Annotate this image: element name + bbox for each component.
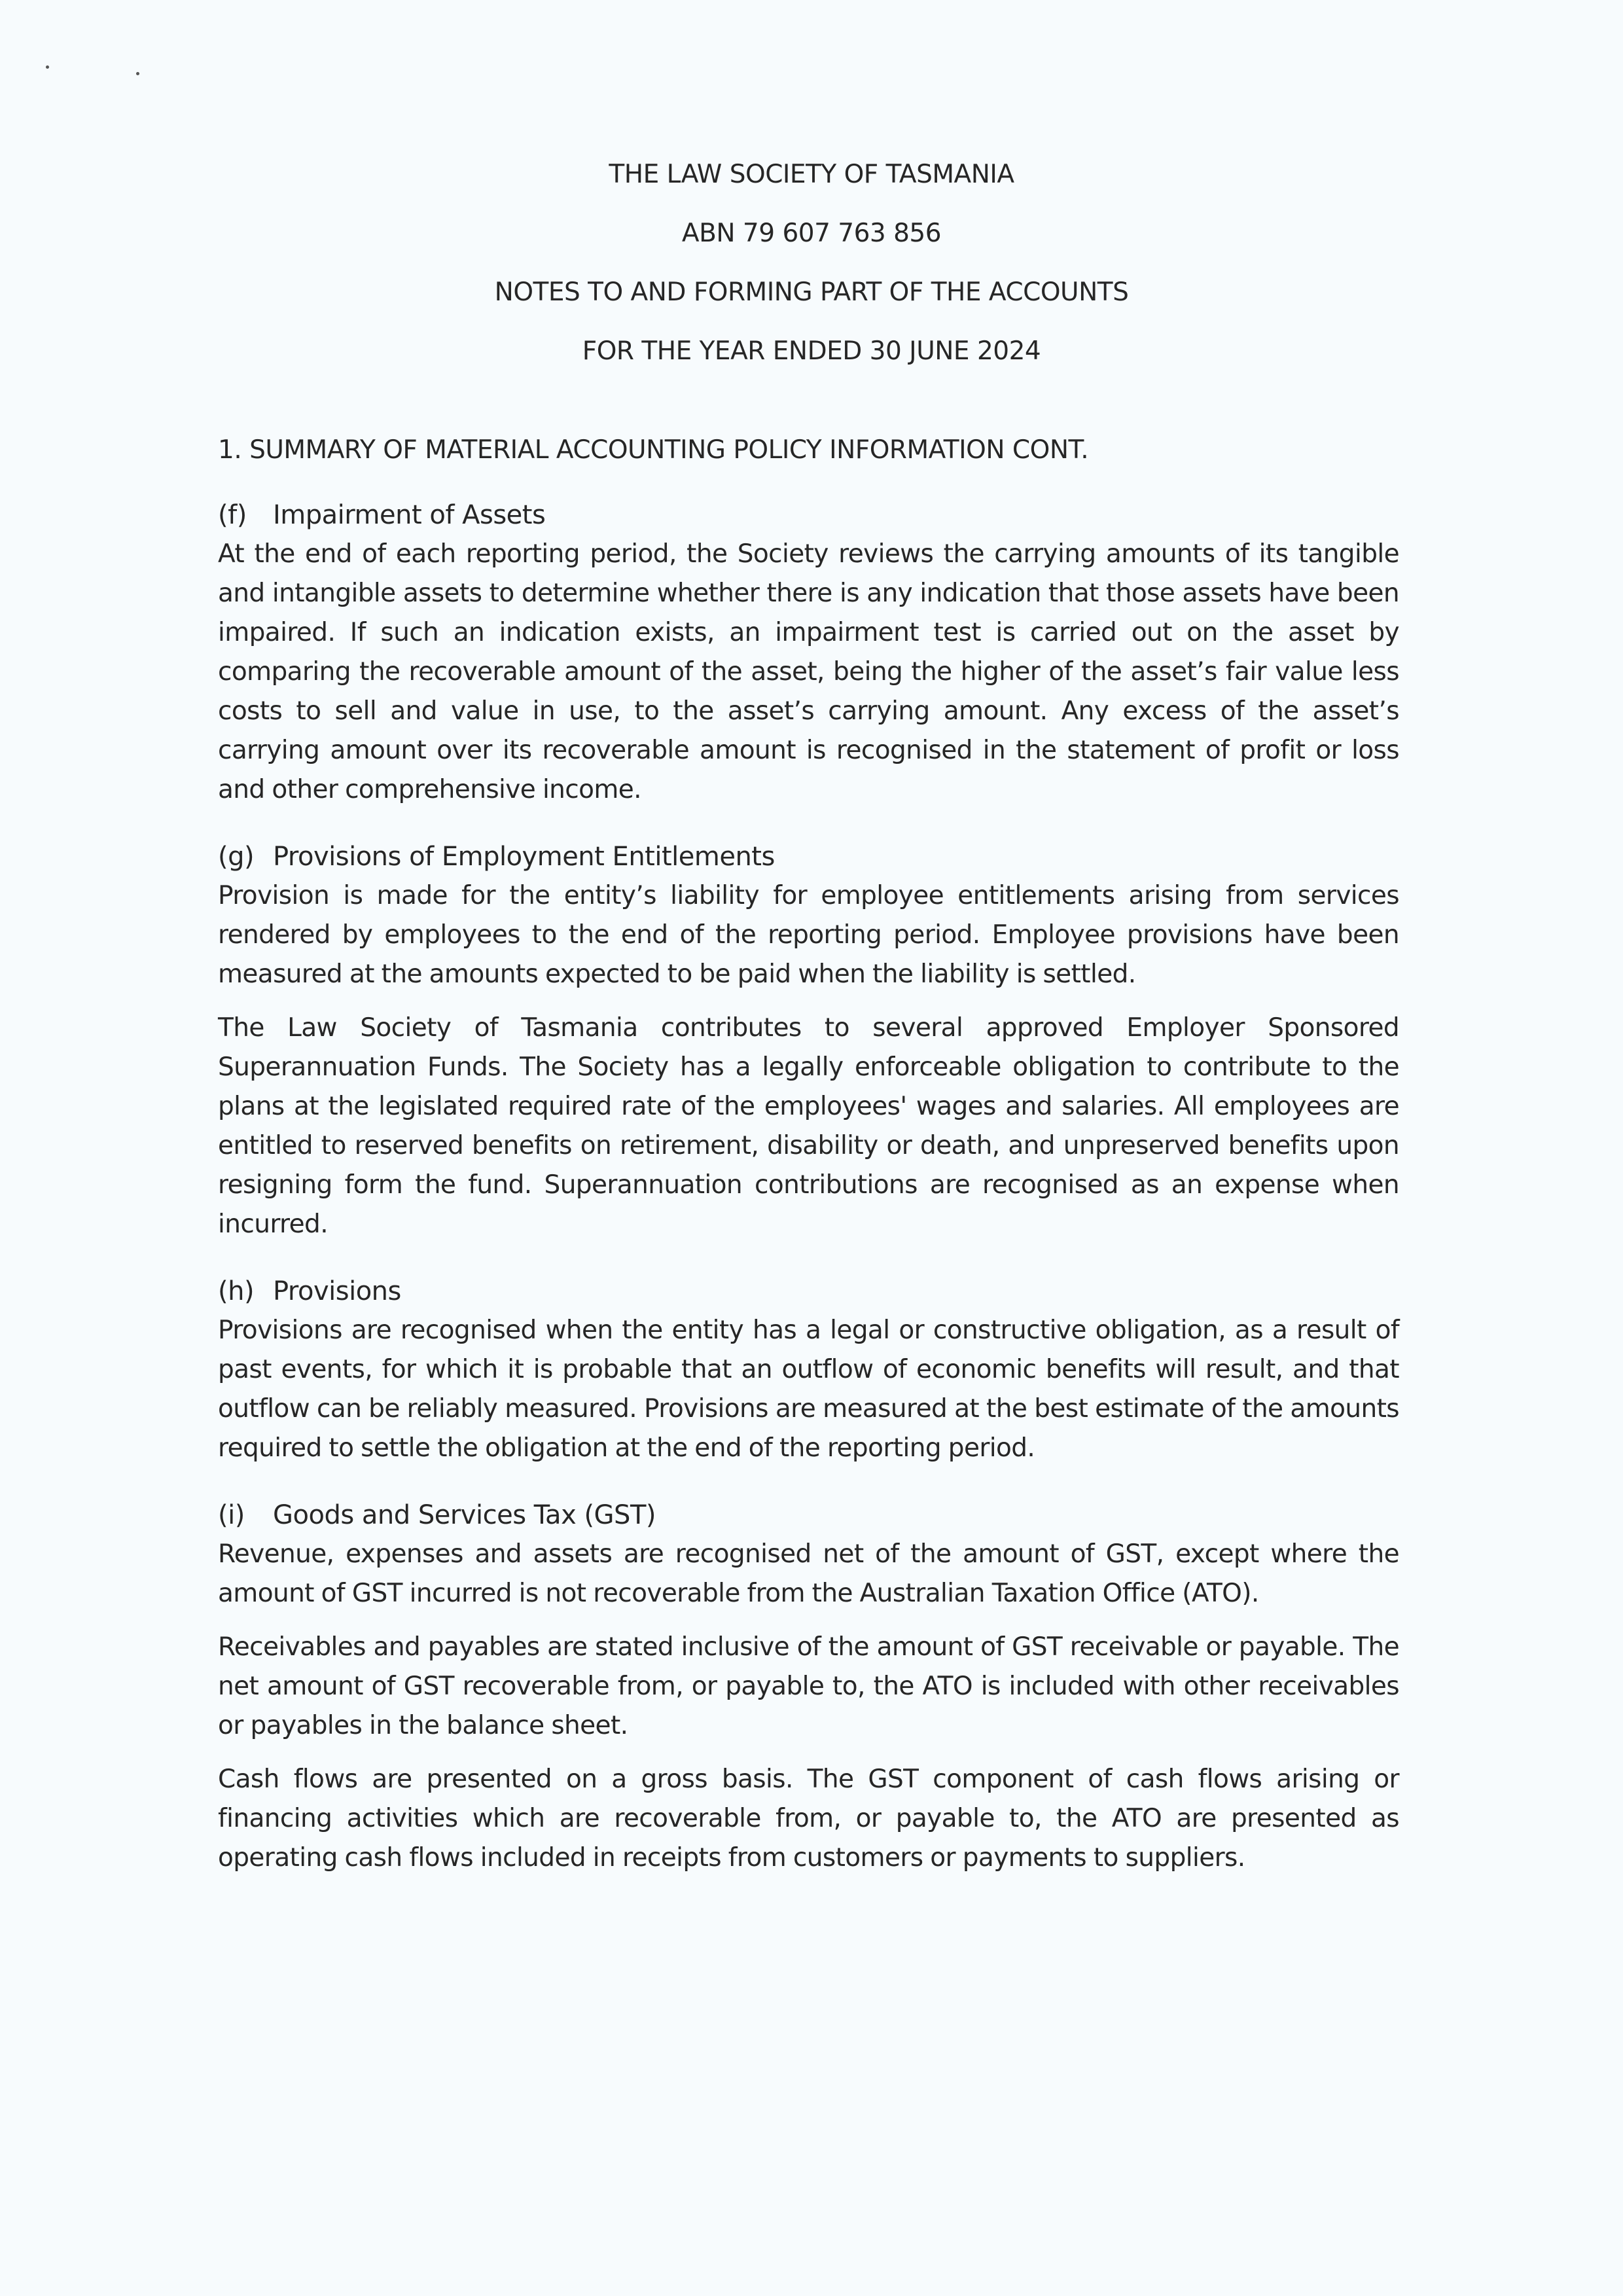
abn: ABN 79 607 763 856 bbox=[681, 219, 942, 248]
subsection-title: Provisions bbox=[273, 1276, 401, 1306]
paragraph: Provisions are recognised when the entity has a legal or constructive obligation, as a result of past events, for which it is probable that an outflow of economic benefits will result, and that outflow can be reliably measured. Provisions are measured at the best estimate of the amounts required to settle the obligation at the end of the reporting period. bbox=[218, 1316, 1399, 1463]
paragraph: At the end of each reporting period, the Society reviews the carrying amounts of its tangible and intangible assets to determine whether there is any indication that those assets have been impaired. If such an indication exists, an impairment test is carried out on the asset by comparing the recoverable amount of the asset, being the higher of the asset’s fair value less costs to sell and value in use, to the asset’s carrying amount. Any excess of the asset’s carrying amount over its recoverable amount is recognised in the statement of profit or loss and other comprehensive income. bbox=[218, 539, 1399, 804]
subsection-heading bbox=[218, 1272, 1399, 1311]
scan-mark bbox=[46, 65, 49, 69]
paragraph: The Law Society of Tasmania contributes to several approved Employer Sponsored Superannuation Funds. The Society has a legally enforceable obligation to contribute to the plans at the legislated required rate of the employees' wages and salaries. All employees are entitled to reserved benefits on retirement, disability or death, and unpreserved benefits upon resigning form the fund. Superannuation contributions are recognised as an expense when incurred. bbox=[218, 1013, 1399, 1239]
subsection-title: Goods and Services Tax (GST) bbox=[273, 1500, 656, 1530]
organisation-name: THE LAW SOCIETY OF TASMANIA bbox=[609, 160, 1014, 189]
subsection-title: Impairment of Assets bbox=[273, 500, 546, 530]
section-heading: 1. SUMMARY OF MATERIAL ACCOUNTING POLICY INFORMATION CONT. bbox=[218, 435, 1089, 465]
subsection-letter: (f) bbox=[218, 500, 247, 530]
paragraph: Revenue, expenses and assets are recognised net of the amount of GST, except where the amount of GST incurred is not recoverable from the Australian Taxation Office (ATO). bbox=[218, 1539, 1399, 1608]
subsection-letter: (i) bbox=[218, 1500, 245, 1530]
paragraph: Receivables and payables are stated inclusive of the amount of GST receivable or payable. The net amount of GST recoverable from, or payable to, the ATO is included with other receivables or payables in the balance sheet. bbox=[218, 1632, 1399, 1740]
document-header bbox=[0, 145, 1623, 381]
paragraph: Provision is made for the entity’s liability for employee entitlements arising from services rendered by employees to the end of the reporting period. Employee provisions have been measured at the amounts expected to be paid when the liability is settled. bbox=[218, 881, 1399, 989]
subsection-letter: (h) bbox=[218, 1276, 255, 1306]
document-body bbox=[218, 431, 1399, 1878]
paragraph: Cash flows are presented on a gross basis. The GST component of cash flows arising or financing activities which are recoverable from, or payable to, the ATO are presented as operating cash flows included in receipts from customers or payments to suppliers. bbox=[218, 1765, 1399, 1873]
subsection-heading bbox=[218, 495, 1399, 535]
subsection-title: Provisions of Employment Entitlements bbox=[273, 842, 775, 872]
notes-title: NOTES TO AND FORMING PART OF THE ACCOUNTS bbox=[494, 278, 1129, 307]
subsection-heading bbox=[218, 1496, 1399, 1535]
scan-mark bbox=[136, 72, 139, 75]
subsection-letter: (g) bbox=[218, 842, 255, 872]
period-title: FOR THE YEAR ENDED 30 JUNE 2024 bbox=[582, 336, 1041, 366]
subsection-heading bbox=[218, 837, 1399, 876]
